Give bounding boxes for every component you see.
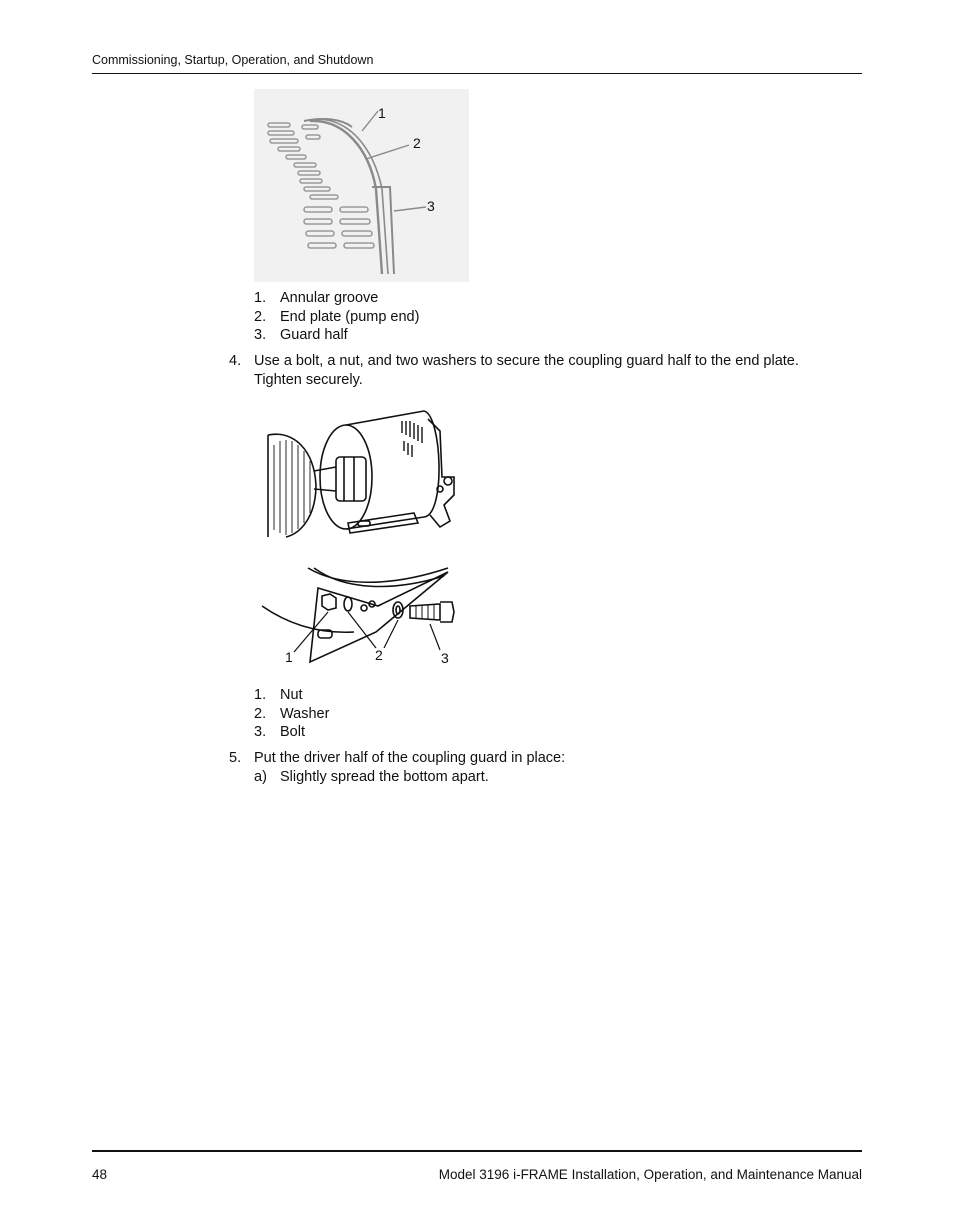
page-number: 48: [92, 1167, 108, 1182]
running-header: Commissioning, Startup, Operation, and Shutdown: [92, 53, 374, 67]
legend-label: Annular groove: [280, 290, 379, 306]
footer-rule: [92, 1150, 862, 1152]
legend-label: Guard half: [280, 327, 348, 343]
figure2-legend: [254, 686, 329, 742]
step-number: 4.: [229, 353, 242, 369]
step-4: [229, 352, 849, 392]
legend-label: Nut: [280, 687, 303, 703]
figure1-legend: [254, 289, 419, 345]
callout-3-fig1: 3: [427, 198, 435, 214]
list-item: [254, 686, 329, 705]
callout-2-fig1: 2: [413, 135, 421, 151]
manual-title: Model 3196 i-FRAME Installation, Operation, and Maintenance Manual: [438, 1167, 862, 1182]
step-text: [254, 352, 854, 389]
substep-a: [254, 768, 854, 787]
callout-1-fig2: 1: [285, 649, 293, 665]
legend-label: End plate (pump end): [280, 308, 420, 325]
legend-number: 3.: [254, 724, 267, 740]
legend-number: 2.: [254, 308, 267, 325]
list-item: [254, 705, 329, 724]
callout-3-fig2: 3: [441, 650, 449, 666]
legend-label: Washer: [280, 705, 330, 722]
legend-label: Bolt: [280, 724, 305, 740]
figure-annular-groove: [254, 89, 469, 282]
substep-letter: a): [254, 768, 267, 785]
step-number: 5.: [229, 750, 242, 766]
list-item: [254, 723, 329, 742]
figure-coupling-guard-assembly: [264, 405, 474, 540]
step-text-line: Put the driver half of the coupling guard in place:: [254, 750, 566, 766]
step-text-line-1: Use a bolt, a nut, and two washers to secure the coupling guard half to the end plate.: [254, 353, 799, 369]
list-item: [254, 308, 419, 327]
coupling-guard-illustration: [264, 405, 474, 540]
list-item: [254, 326, 419, 345]
legend-number: 3.: [254, 327, 267, 343]
substep-text: Slightly spread the bottom apart.: [280, 768, 489, 785]
callout-2-fig2: 2: [375, 647, 383, 663]
legend-number: 1.: [254, 290, 267, 306]
annular-groove-illustration: [254, 89, 469, 282]
step-text: [254, 749, 854, 786]
legend-number: 1.: [254, 687, 267, 703]
header-rule: [92, 73, 862, 74]
step-5: [229, 749, 849, 789]
legend-number: 2.: [254, 705, 267, 722]
step-text-line-2: Tighten securely.: [254, 371, 363, 388]
callout-1-fig1: 1: [378, 105, 386, 121]
list-item: [254, 289, 419, 308]
